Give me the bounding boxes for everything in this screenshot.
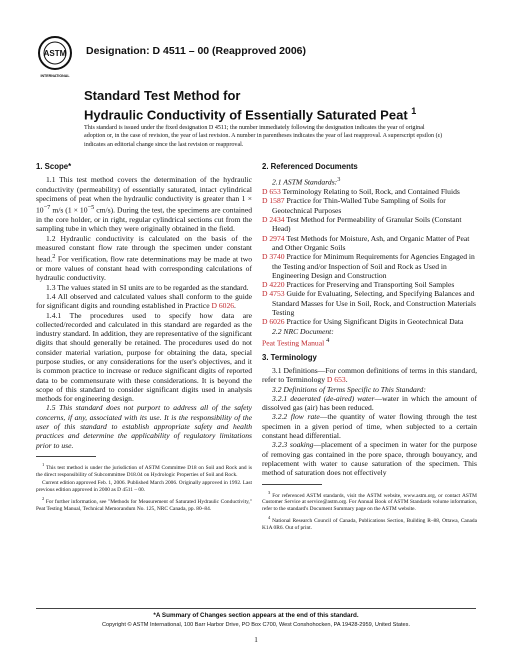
issuance-note: This standard is issued under the fixed designation D 4511; the number immediately following the designation indicates the year of original adoption or, in the case of revision, the year of last revision. A number in parentheses indicates the year of last reapproval. A superscript epsilon (ε) indicates an editorial change since the last revision or reapproval.	[84, 125, 443, 148]
ref-item: D 3740 Practice for Minimum Requirements for Agencies Engaged in the Testing and/or Inspection of Soil and Rock as Used in Engineering Design and Construction	[262, 252, 475, 280]
para-1-1: 1.1 This test method covers the determination of the hydraulic conductivity (permeability) of essentially saturated, intact cylindrical specimens of peat when the hydraulic conductivity is greater than $1 \times 10^{-7}$ m/s ($1 \times 10^{-5}$ cm/s). During the test, the specimens are contained in the core holder, or in right, regular cylindrical sections cut from the sampling tube in which they were originally obtained in the field.	[36, 175, 252, 234]
footnotes-right	[262, 489, 477, 533]
title-line-2: Hydraulic Conductivity of Essentially Saturated Peat $^1$	[84, 105, 417, 122]
astm-standards-label: 2.1 ASTM Standards:$^3$	[272, 176, 341, 187]
footnote-1b: Current edition approved Feb. 1, 2006. Published March 2006. Originally approved in 1992. Last previous edition approved in 2000 as D 4511 – 00.	[36, 479, 252, 493]
para-3-1: 3.1 Definitions—For common definitions of terms in this standard, refer to Terminology D 653.	[262, 366, 477, 385]
link-d653[interactable]: D 653	[326, 375, 346, 385]
refs-list	[262, 175, 477, 347]
left-column	[36, 162, 252, 514]
ref-item: D 4753 Guide for Evaluating, Selecting, and Specifying Balances and Standard Masses for Use in Soil, Rock, and Construction Materials Testing	[262, 289, 476, 317]
nrc-item: Peat Testing Manual $^4$	[262, 336, 330, 348]
copyright-line: Copyright © ASTM International, 100 Barr Harbor Drive, PO Box C700, West Conshohocken, PA 19428-2959, United States.	[102, 622, 410, 628]
summary-of-changes-note: *A Summary of Changes section appears at the end of this standard.	[153, 612, 359, 619]
footnote-divider	[36, 456, 96, 457]
footnote-4: $^4$ National Research Council of Canada, Publications Section, Building R–88, Ottawa, Canada K1A 0R6. Out of print.	[262, 515, 477, 532]
para-3-2-3: 3.2.3 soaking—placement of a specimen in water for the purpose of removing gas contained in the pore space, through bouyancy, and replacement with water to cause saturation of the specimen. This method of saturation does not effectively	[262, 440, 477, 478]
para-1-4-1: 1.4.1 The procedures used to specify how data are collected/recorded and calculated in this standard are regarded as the industry standard. In addition, they are representative of the significant digits that should generally be retained. The procedures used do not consider material variation, purpose for obtaining the data, special purpose studies, or any considerations for the user's objectives, and it is common practice to increase or reduce significant digits of reported data to be commensurate with these considerations. It is beyond the scope of this standard to consider significant digits used in analysis methods for engineering design.	[36, 310, 252, 404]
astm-logo-icon	[36, 36, 74, 80]
svg-text:ASTM: ASTM	[43, 49, 67, 58]
designation: Designation: D 4511 – 00 (Reapproved 2006)	[86, 45, 307, 57]
svg-text:INTERNATIONAL: INTERNATIONAL	[40, 74, 70, 78]
terminology-heading: 3. Terminology	[262, 352, 317, 362]
para-1-2: 1.2 Hydraulic conductivity is calculated on the basis of the measured constant flow rate through the specimen under constant head.$^2$ For verification, flow rate determinations may be made at two or more values of constant head with corresponding calculations of hydraulic conductivity.	[36, 233, 252, 283]
right-column	[262, 162, 477, 533]
para-1-3: 1.3 The values stated in SI units are to be regarded as the standard.	[46, 282, 249, 292]
footnote-2: $^2$ For further information, see "Methods for Measurement of Saturated Hydraulic Conductivity," Peat Testing Manual, Technical Memorandum No. 125, NRC Canada, pp. 80–84.	[36, 495, 252, 512]
ref-item: D 1587 Practice for Thin-Walled Tube Sampling of Soils for Geotechnical Purposes	[262, 196, 446, 215]
footer-rule	[36, 608, 476, 609]
ref-item: D 4220 Practices for Preserving and Transporting Soil Samples	[262, 280, 455, 290]
nrc-document-label: 2.2 NRC Document:	[272, 326, 334, 336]
para-3-2-1: 3.2.1 deaerated (de-aired) water—water in which the amount of dissolved gas (air) has been reduced.	[262, 393, 478, 413]
ref-item: D 6026 Practice for Using Significant Digits in Geotechnical Data	[262, 317, 464, 327]
ref-item: D 2974 Test Methods for Moisture, Ash, and Organic Matter of Peat and Other Organic Soils	[262, 233, 470, 252]
link-d6026[interactable]: D 6026	[211, 301, 235, 311]
footnotes-left	[36, 461, 252, 513]
footnote-1: $^1$ This test method is under the jurisdiction of ASTM Committee D18 on Soil and Rock and is the direct responsibility of Subcommittee D18.04 on Hydrologic Properties of Soil and Rock.	[36, 461, 252, 478]
footnote-3: $^3$ For referenced ASTM standards, visit the ASTM website, www.astm.org, or contact ASTM Customer Service at service@astm.org. For Annual Book of ASTM Standards volume information, refer to the standard's Document Summary page on the ASTM website.	[262, 489, 477, 513]
para-3-2-2: 3.2.2 flow rate—the quantity of water flowing through the test specimen in a given period of time, when subjected to a certain constant head differential.	[262, 412, 477, 441]
title-line-1: Standard Test Method for	[84, 88, 241, 103]
para-3-2: 3.2 Definitions of Terms Specific to This Standard:	[272, 384, 426, 394]
refs-heading: 2. Referenced Documents	[262, 162, 358, 171]
footnote-divider	[262, 484, 322, 485]
document-title	[84, 88, 464, 122]
page-number: 1	[254, 636, 258, 644]
scope-heading: 1. Scope*	[36, 162, 72, 171]
ref-item: D 2434 Test Method for Permeability of Granular Soils (Constant Head)	[262, 215, 462, 234]
ref-item: D 653 Terminology Relating to Soil, Rock, and Contained Fluids	[262, 187, 460, 197]
title-footnote-marker: 1	[411, 105, 417, 116]
link-peat-testing-manual[interactable]: Peat Testing Manual	[262, 338, 325, 348]
para-1-5: 1.5 This standard does not purport to address all of the safety concerns, if any, associated with its use. It is the responsibility of the user of this standard to establish appropriate safety and health practices and determine the applicability of regulatory limitations prior to use.	[36, 403, 252, 450]
para-1-4: 1.4 All observed and calculated values shall conform to the guide for significant digits and rounding established in Practice D 6026.	[36, 291, 252, 311]
